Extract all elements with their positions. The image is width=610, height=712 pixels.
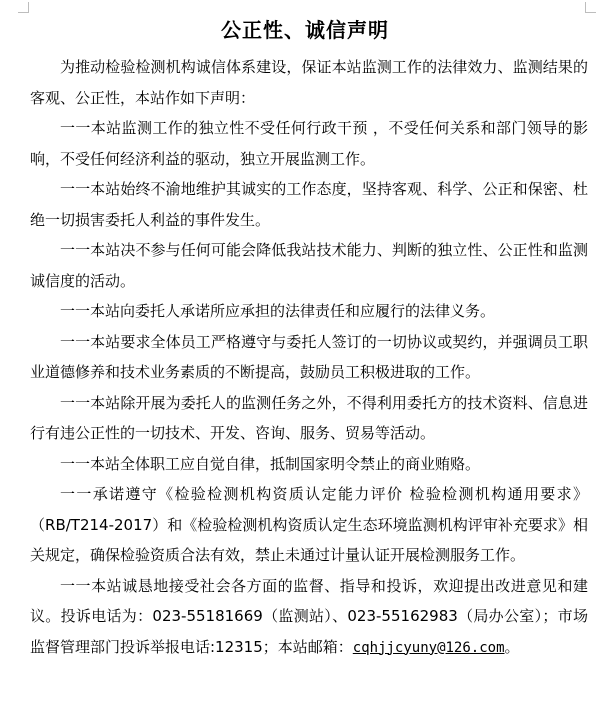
clause-integrity: 一一本站始终不渝地维护其诚实的工作态度，坚持客观、科学、公正和保密、杜绝一切损害委托人利益的事件发生。 — [30, 180, 588, 229]
clause-standards-compliance: 一一承诺遵守《检验检测机构资质认定能力评价 检验检测机构通用要求》（RB/T214-2017）和《检验检测机构资质认定生态环境监测机构评审补充要求》相关规定，确保检验资质合法有效，禁止未通过计量认证开展检测服务工作。 — [30, 485, 588, 564]
clause-legal-obligation: 一一本站向委托人承诺所应承担的法律责任和应履行的法律义务。 — [60, 302, 496, 320]
contact-text: 一一本站诚恳地接受社会各方面的监督、指导和投诉，欢迎提出改进意见和建议。投诉电话为：023-55181669（监测站）、023-55162983（局办公室）；市场监督管理部门投诉举报电话:12315；本站邮箱： — [30, 576, 588, 656]
clause-supervision-contact — [30, 571, 588, 664]
clause-anti-bribery: 一一本站全体职工应自觉自律，抵制国家明令禁止的商业贿赂。 — [60, 454, 481, 473]
intro-paragraph: 为推动检验检测机构诚信体系建设，保证本站监测工作的法律效力、监测结果的客观、公正性，本站作如下声明： — [30, 58, 588, 107]
clause-impartiality: 一一本站决不参与任何可能会降低我站技术能力、判断的独立性、公正性和监测诚信度的活动。 — [30, 241, 588, 290]
document-body — [30, 52, 588, 663]
document-title: 公正性、诚信声明 — [221, 18, 389, 42]
contact-end: 。 — [504, 637, 520, 656]
clause-confidentiality: 一一本站除开展为委托人的监测任务之外，不得利用委托方的技术资料、信息进行有违公正性的一切技术、开发、咨询、服务、贸易等活动。 — [30, 393, 588, 442]
clause-staff-conduct: 一一本站要求全体员工严格遵守与委托人签订的一切协议或契约，并强调员工职业道德修养和技术业务素质的不断提高，鼓励员工积极进取的工作。 — [30, 332, 588, 381]
page-corner-mark-right — [585, 2, 596, 13]
page-corner-mark-left — [18, 2, 29, 13]
clause-independence: 一一本站监测工作的独立性不受任何行政干预 ，不受任何关系和部门领导的影响，不受任何经济利益的驱动，独立开展监测工作。 — [30, 119, 588, 168]
contact-email-link[interactable]: cqhjjcyuny@126.com — [352, 639, 505, 656]
